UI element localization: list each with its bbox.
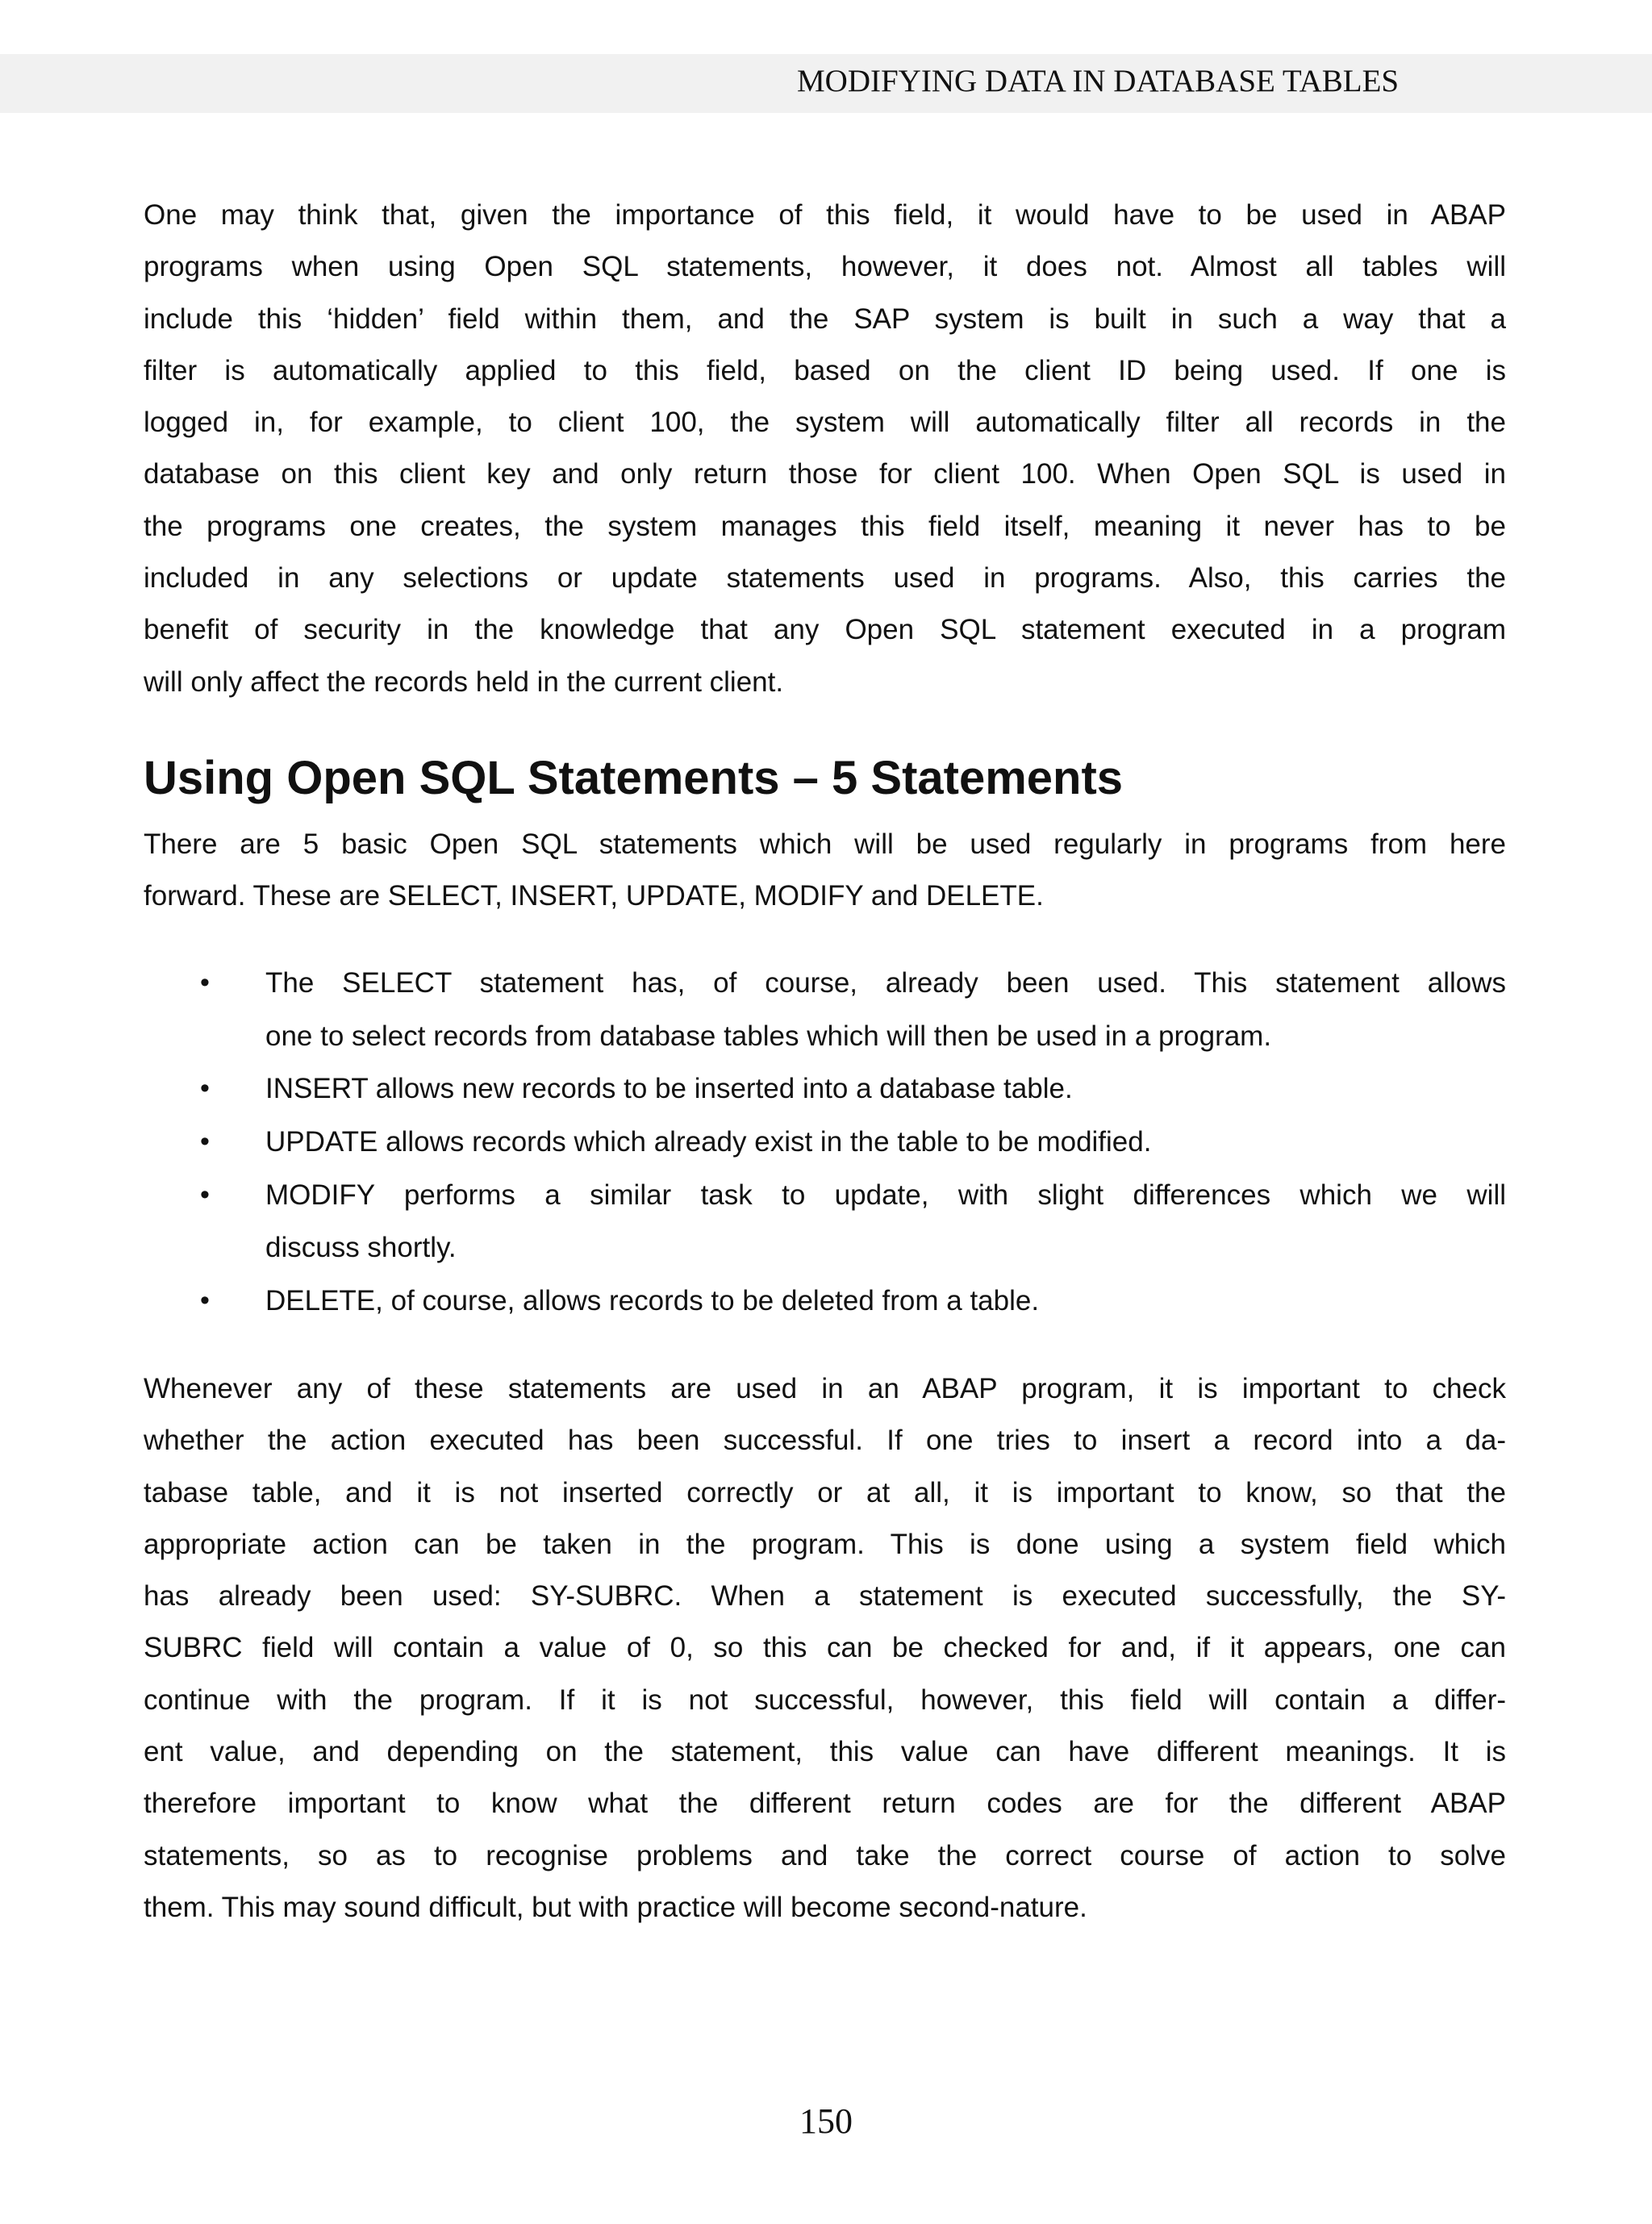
- text-line: database on this client key and only return those for client 100. When Open SQL is used in: [144, 458, 1506, 490]
- section-heading: Using Open SQL Statements – 5 Statements: [144, 752, 1124, 804]
- bullet-item: [144, 1169, 1506, 1275]
- text-line: has already been used: SY-SUBRC. When a statement is executed successfully, the SY-: [144, 1580, 1506, 1613]
- bullet-text-line: discuss shortly.: [265, 1232, 457, 1264]
- text-line: will only affect the records held in the current client.: [144, 666, 784, 698]
- bullet-icon: •: [200, 967, 210, 998]
- text-line: logged in, for example, to client 100, the system will automatically filter all records in the: [144, 407, 1506, 439]
- bullet-text-line: DELETE, of course, allows records to be deleted from a table.: [265, 1285, 1040, 1317]
- bullet-item: [144, 1116, 1506, 1169]
- text-line: included in any selections or update statements used in programs. Also, this carries the: [144, 562, 1506, 595]
- text-line: statements, so as to recognise problems and take the correct course of action to solve: [144, 1839, 1506, 1871]
- paragraph-3: [144, 1363, 1506, 1934]
- text-line: filter is automatically applied to this field, based on the client ID being used. If one is: [144, 354, 1506, 386]
- bullet-list: [144, 957, 1506, 1328]
- bullet-icon: •: [200, 1073, 210, 1104]
- text-line: Whenever any of these statements are used in an ABAP program, it is important to check: [144, 1373, 1506, 1404]
- text-line: appropriate action can be taken in the program. This is done using a system field which: [144, 1528, 1506, 1560]
- text-line: continue with the program. If it is not successful, however, this field will contain a differ-: [144, 1684, 1506, 1716]
- paragraph-1: [144, 190, 1506, 708]
- paragraph-2: [144, 819, 1506, 923]
- text-line: include this ‘hidden’ field within them, and the SAP system is built in such a way that a: [144, 303, 1506, 335]
- bullet-text-line: MODIFY performs a similar task to update, with slight differences which we will: [265, 1179, 1506, 1211]
- text-line: tabase table, and it is not inserted correctly or at all, it is important to know, so that the: [144, 1476, 1506, 1508]
- bullet-item: [144, 1275, 1506, 1328]
- bullet-icon: •: [200, 1179, 210, 1210]
- bullet-item: [144, 957, 1506, 1062]
- page-number: 150: [799, 2101, 853, 2141]
- bullet-icon: •: [200, 1126, 210, 1158]
- bullet-text-line: The SELECT statement has, of course, already been used. This statement allows: [265, 967, 1506, 999]
- text-line: therefore important to know what the different return codes are for the different ABAP: [144, 1788, 1506, 1820]
- bullet-icon: •: [200, 1285, 210, 1316]
- text-line: forward. These are SELECT, INSERT, UPDATE, MODIFY and DELETE.: [144, 880, 1044, 912]
- bullet-text-line: one to select records from database tables which will then be used in a program.: [265, 1020, 1272, 1052]
- text-line: programs when using Open SQL statements, however, it does not. Almost all tables will: [144, 251, 1506, 283]
- text-line: them. This may sound difficult, but with practice will become second-nature.: [144, 1891, 1087, 1923]
- text-line: whether the action executed has been successful. If one tries to insert a record into a da-: [144, 1425, 1506, 1457]
- bullet-text-line: UPDATE allows records which already exist in the table to be modified.: [265, 1126, 1152, 1158]
- running-header: MODIFYING DATA IN DATABASE TABLES: [797, 64, 1400, 98]
- bullet-text-line: INSERT allows new records to be inserted into a database table.: [265, 1073, 1073, 1105]
- text-line: There are 5 basic Open SQL statements which will be used regularly in programs from here: [144, 828, 1506, 860]
- bullet-item: [144, 1062, 1506, 1116]
- text-line: benefit of security in the knowledge that any Open SQL statement executed in a program: [144, 614, 1506, 646]
- text-line: the programs one creates, the system manages this field itself, meaning it never has to be: [144, 510, 1506, 542]
- text-line: ent value, and depending on the statement, this value can have different meanings. It is: [144, 1736, 1506, 1768]
- text-line: SUBRC field will contain a value of 0, so this can be checked for and, if it appears, one can: [144, 1632, 1506, 1664]
- text-line: One may think that, given the importance of this field, it would have to be used in ABAP: [144, 199, 1506, 231]
